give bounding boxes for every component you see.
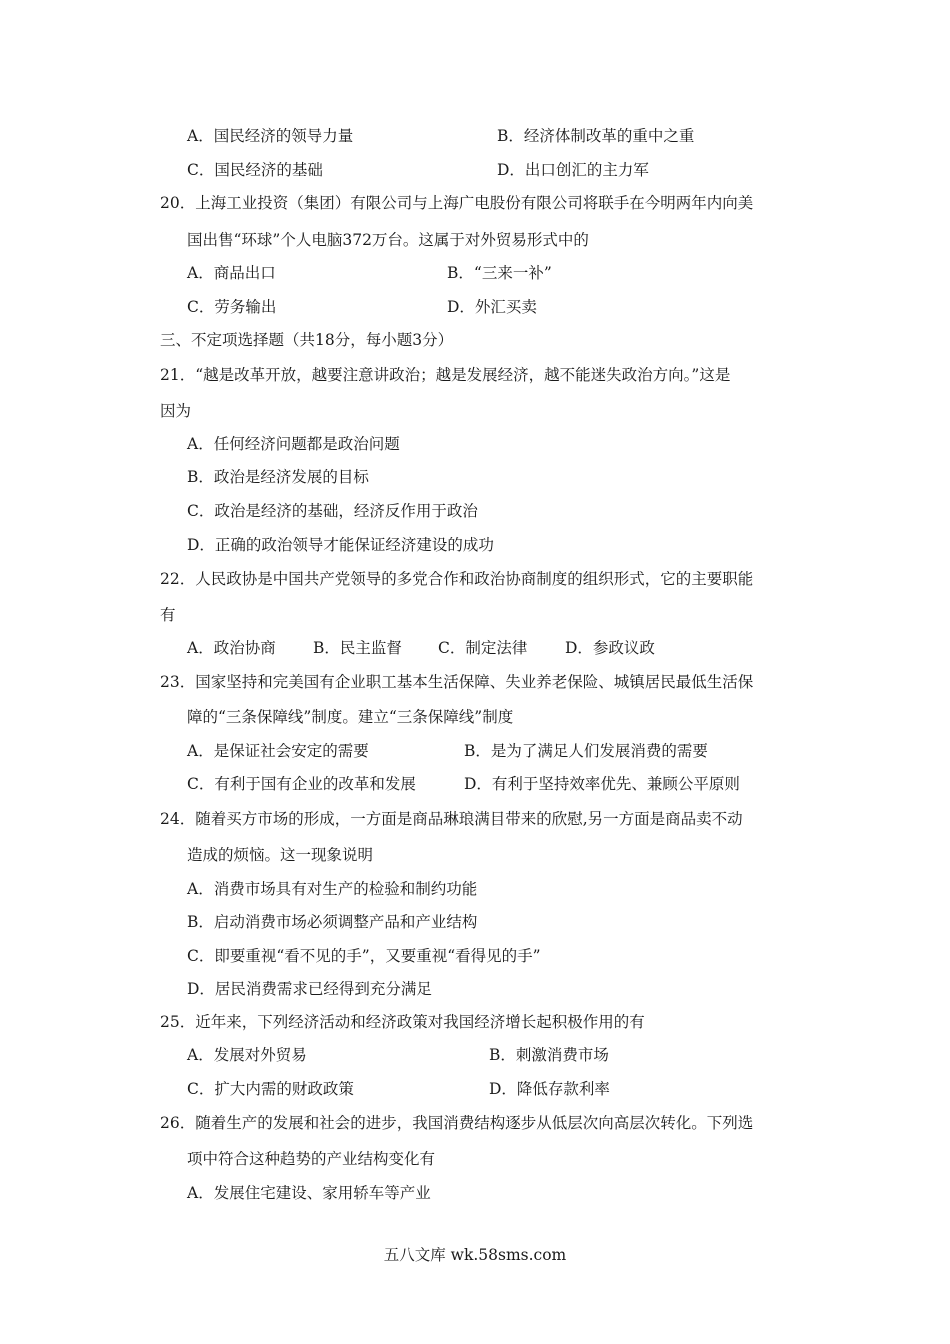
q19-option-b: B．经济体制改革的重中之重: [497, 127, 695, 145]
q21-option-b: B．政治是经济发展的目标: [187, 468, 369, 486]
q20-option-c: C．劳务输出: [187, 298, 277, 316]
q23-stem-line2: 障的“三条保障线”制度。建立“三条保障线”制度: [187, 708, 514, 726]
q25-option-c: C．扩大内需的财政政策: [187, 1080, 354, 1098]
q25-stem-line1: 25．近年来，下列经济活动和经济政策对我国经济增长起积极作用的有: [160, 1013, 645, 1031]
q20-option-d: D．外汇买卖: [447, 298, 537, 316]
q25-option-a: A．发展对外贸易: [187, 1046, 307, 1064]
q19-option-d: D．出口创汇的主力军: [497, 161, 649, 179]
q21-option-d: D．正确的政治领导才能保证经济建设的成功: [187, 536, 494, 554]
q25-option-d: D．降低存款利率: [489, 1080, 610, 1098]
q24-option-d: D．居民消费需求已经得到充分满足: [187, 980, 432, 998]
q24-stem-line2: 造成的烦恼。这一现象说明: [187, 846, 374, 864]
q21-stem-line2: 因为: [160, 402, 192, 420]
q20-stem-line2: 国出售“环球”个人电脑372万台。这属于对外贸易形式中的: [187, 231, 589, 249]
q24-stem-line1: 24．随着买方市场的形成，一方面是商品琳琅满目带来的欣慰,另一方面是商品卖不动: [160, 810, 743, 828]
q22-stem-line2: 有: [160, 606, 176, 624]
page-footer: 五八文库 wk.58sms.com: [383, 1246, 567, 1264]
q26-stem-line2: 项中符合这种趋势的产业结构变化有: [187, 1150, 436, 1168]
q24-option-c: C．即要重视“看不见的手”，又要重视“看得见的手”: [187, 947, 541, 965]
q26-option-a: A．发展住宅建设、家用轿车等产业: [187, 1184, 431, 1202]
q23-option-a: A．是保证社会安定的需要: [187, 742, 369, 760]
q23-option-c: C．有利于国有企业的改革和发展: [187, 775, 416, 793]
q21-option-c: C．政治是经济的基础，经济反作用于政治: [187, 502, 478, 520]
q22-option-b: B．民主监督: [313, 639, 402, 657]
q23-option-d: D．有利于坚持效率优先、兼顾公平原则: [464, 775, 740, 793]
q22-stem-line1: 22．人民政协是中国共产党领导的多党合作和政治协商制度的组织形式，它的主要职能: [160, 570, 754, 588]
q19-option-c: C．国民经济的基础: [187, 161, 323, 179]
q26-stem-line1: 26．随着生产的发展和社会的进步，我国消费结构逐步从低层次向高层次转化。下列选: [160, 1114, 754, 1132]
q24-option-b: B．启动消费市场必须调整产品和产业结构: [187, 913, 478, 931]
q25-option-b: B．刺激消费市场: [489, 1046, 609, 1064]
q21-option-a: A．任何经济问题都是政治问题: [187, 435, 400, 453]
q20-stem-line1: 20．上海工业投资（集团）有限公司与上海广电股份有限公司将联手在今明两年内向美: [160, 194, 754, 212]
q24-option-a: A．消费市场具有对生产的检验和制约功能: [187, 880, 478, 898]
q22-option-c: C．制定法律: [438, 639, 528, 657]
q19-option-a: A．国民经济的领导力量: [187, 127, 354, 145]
q20-option-a: A．商品出口: [187, 264, 276, 282]
q22-option-a: A．政治协商: [187, 639, 276, 657]
section-3-title: 三、不定项选择题（共18分，每小题3分）: [160, 331, 454, 349]
q23-option-b: B．是为了满足人们发展消费的需要: [464, 742, 708, 760]
q20-option-b: B．“三来一补”: [447, 264, 552, 282]
q22-option-d: D．参政议政: [565, 639, 655, 657]
q23-stem-line1: 23．国家坚持和完美国有企业职工基本生活保障、失业养老保险、城镇居民最低生活保: [160, 673, 754, 691]
q21-stem-line1: 21．“越是改革开放，越要注意讲政治；越是发展经济，越不能迷失政治方向。”这是: [160, 366, 731, 384]
